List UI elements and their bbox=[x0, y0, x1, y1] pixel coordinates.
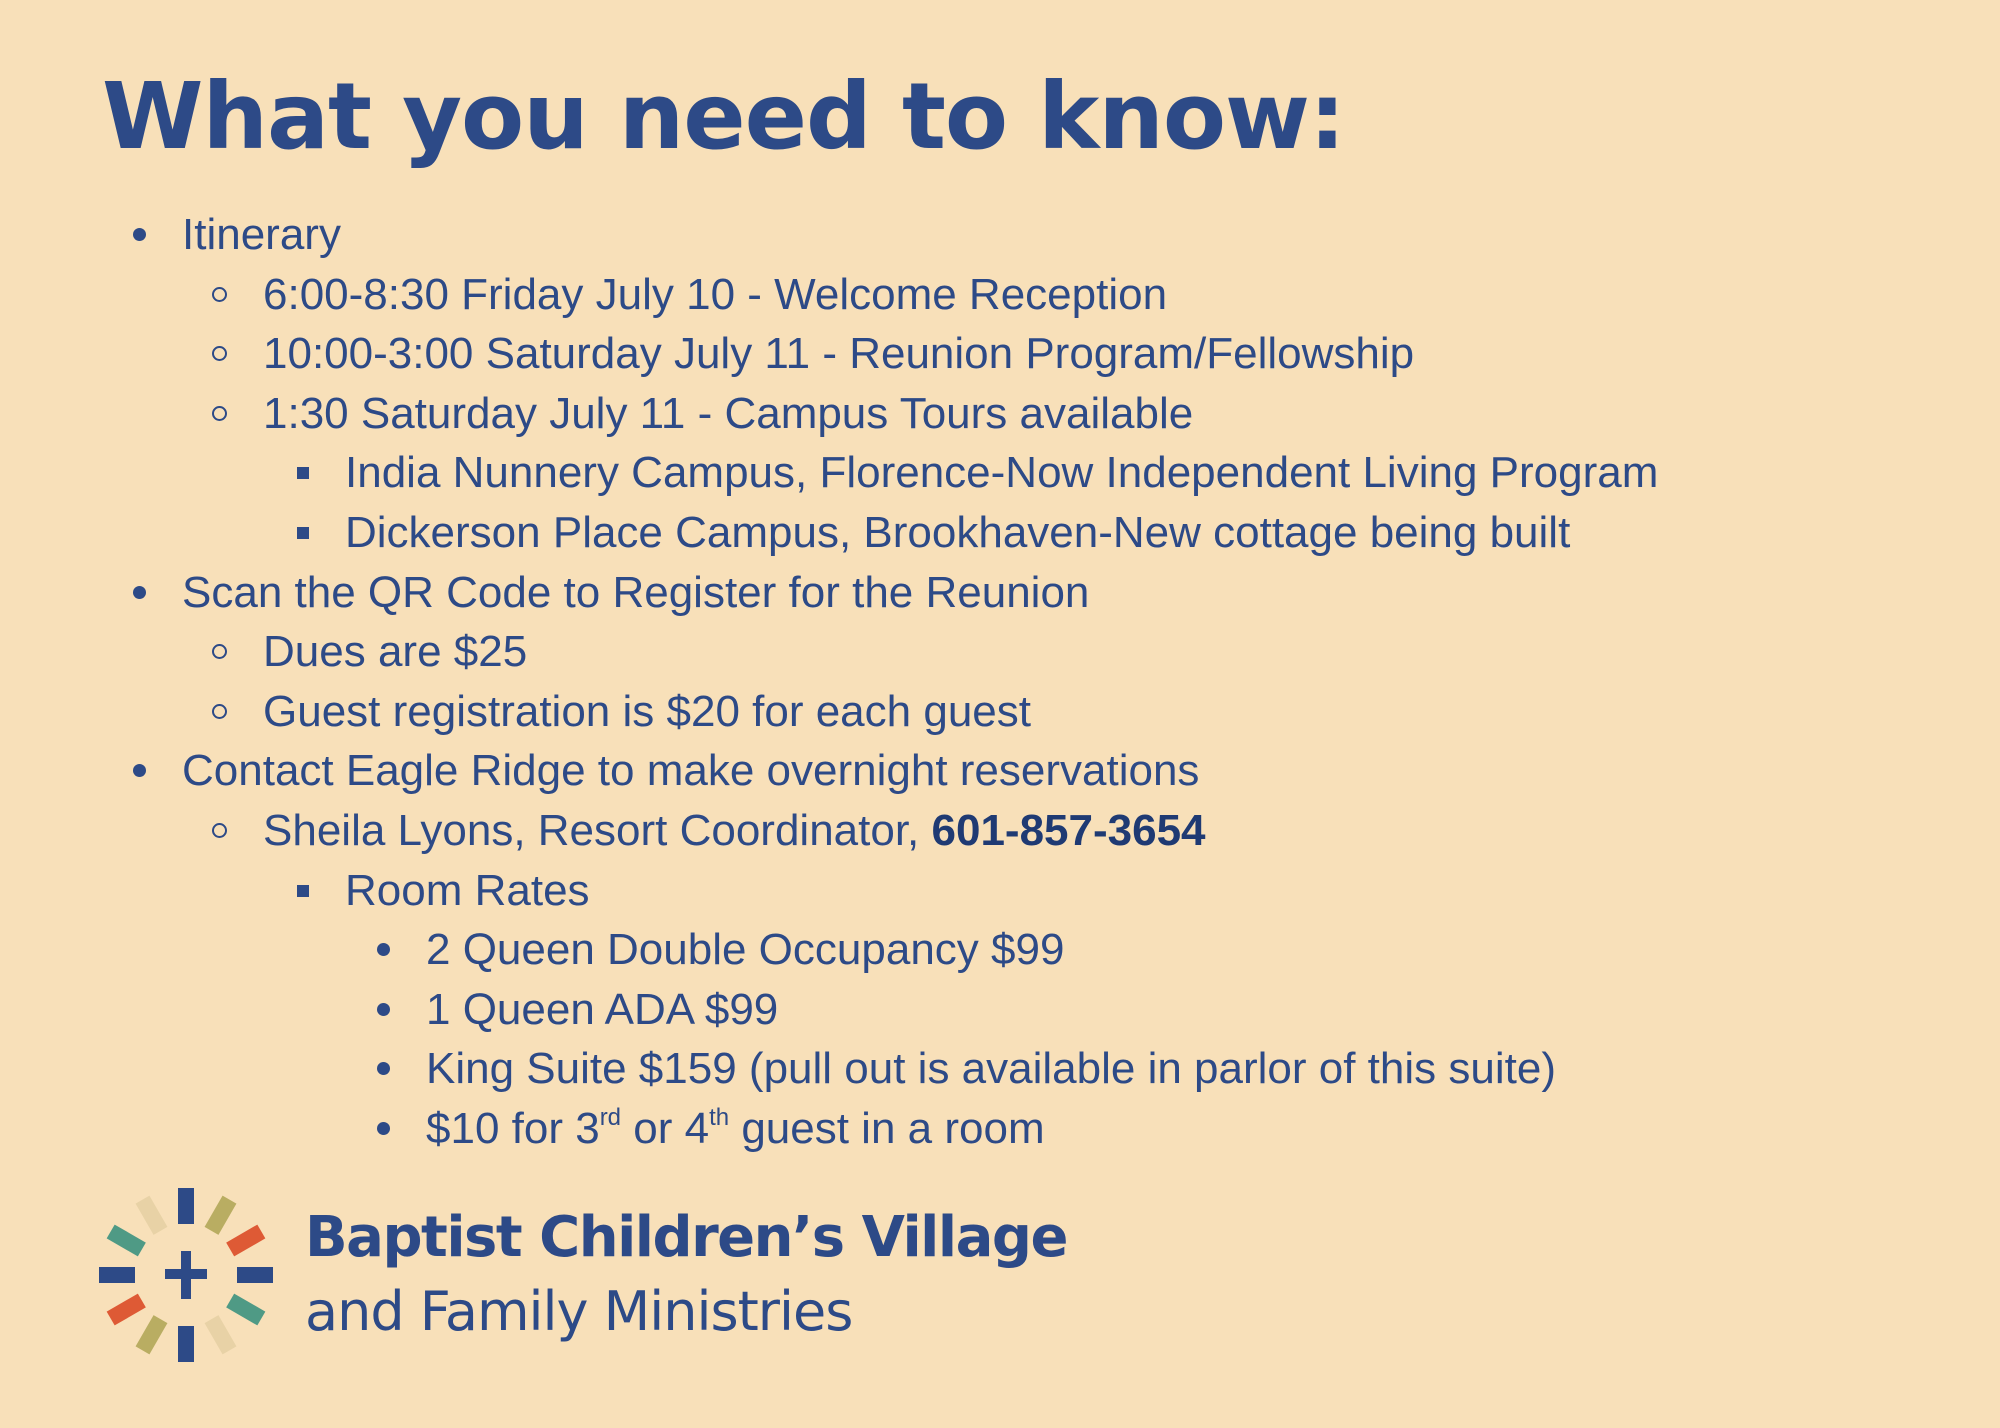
bullet-disc bbox=[133, 764, 146, 777]
list-item bbox=[0, 384, 2000, 444]
bullet-square bbox=[297, 467, 309, 479]
logo-rays bbox=[99, 1188, 273, 1362]
item-text bbox=[426, 1099, 1045, 1159]
logo-ray bbox=[226, 1225, 265, 1257]
logo-ray bbox=[99, 1267, 135, 1283]
list-item bbox=[0, 265, 2000, 325]
bullet-circle bbox=[212, 406, 227, 421]
list-item bbox=[0, 1039, 2000, 1099]
bullet-disc bbox=[377, 1003, 390, 1016]
contact-name: Sheila Lyons, Resort Coordinator, bbox=[263, 805, 932, 855]
bullet-square bbox=[297, 885, 309, 897]
logo-ray bbox=[178, 1188, 194, 1224]
logo-ray bbox=[107, 1294, 146, 1326]
bullet-circle bbox=[212, 287, 227, 302]
item-text: Contact Eagle Ridge to make overnight reservations bbox=[182, 746, 1200, 796]
ordinal-suffix: rd bbox=[599, 1103, 622, 1131]
item-text: 1 Queen ADA $99 bbox=[426, 984, 779, 1034]
item-text: King Suite $159 (pull out is available in parlor of this suite) bbox=[426, 1044, 1556, 1094]
text-part: $10 for 3 bbox=[426, 1103, 600, 1153]
logo-ray bbox=[136, 1196, 168, 1235]
item-text: 1:30 Saturday July 11 - Campus Tours available bbox=[263, 388, 1194, 438]
item-text: Itinerary bbox=[182, 210, 341, 259]
item-text bbox=[263, 801, 1206, 861]
sunburst-cross-logo-icon bbox=[96, 1185, 276, 1365]
bullet-circle bbox=[212, 346, 227, 361]
bullet-disc bbox=[377, 1062, 390, 1075]
list-item bbox=[0, 503, 2000, 563]
bullet-circle bbox=[212, 644, 227, 659]
ordinal-suffix: th bbox=[709, 1103, 730, 1131]
bullet-disc bbox=[133, 228, 146, 241]
logo-ray bbox=[107, 1225, 146, 1257]
bullet-square bbox=[297, 527, 309, 539]
bullet-disc bbox=[377, 1122, 390, 1135]
list-item bbox=[0, 205, 2000, 265]
item-text: India Nunnery Campus, Florence-Now Independent Living Program bbox=[345, 448, 1659, 498]
bullet-disc bbox=[377, 943, 390, 956]
logo-ray bbox=[136, 1315, 168, 1354]
logo-ray bbox=[205, 1196, 237, 1235]
list-item bbox=[0, 801, 2000, 861]
phone-number: 601-857-3654 bbox=[931, 805, 1206, 855]
list-item bbox=[0, 563, 2000, 623]
text-part: guest in a room bbox=[729, 1103, 1045, 1153]
item-text: Room Rates bbox=[345, 865, 590, 915]
list-item bbox=[0, 741, 2000, 801]
logo-ray bbox=[205, 1315, 237, 1354]
brand-tagline: and Family Ministries bbox=[305, 1280, 853, 1343]
list-item bbox=[0, 324, 2000, 384]
bullet-circle bbox=[212, 704, 227, 719]
bullet-disc bbox=[133, 586, 146, 599]
item-text: Dues are $25 bbox=[263, 627, 528, 677]
list-item bbox=[0, 980, 2000, 1040]
item-text: Dickerson Place Campus, Brookhaven-New cottage being built bbox=[345, 507, 1571, 557]
list-item bbox=[0, 1099, 2000, 1159]
item-text: 6:00-8:30 Friday July 10 - Welcome Reception bbox=[263, 269, 1168, 319]
info-list bbox=[0, 205, 2000, 1159]
list-item bbox=[0, 920, 2000, 980]
list-item bbox=[0, 622, 2000, 682]
logo-ray bbox=[178, 1326, 194, 1362]
list-item bbox=[0, 443, 2000, 503]
bullet-circle bbox=[212, 823, 227, 838]
list-item bbox=[0, 682, 2000, 742]
page-title: What you need to know: bbox=[102, 63, 1345, 170]
list-item bbox=[0, 861, 2000, 921]
logo-ray bbox=[237, 1267, 273, 1283]
cross-horizontal bbox=[165, 1269, 207, 1279]
item-text: Guest registration is $20 for each guest bbox=[263, 686, 1031, 736]
brand-name: Baptist Children’s Village bbox=[305, 1205, 1067, 1270]
item-text: Scan the QR Code to Register for the Reunion bbox=[182, 567, 1090, 617]
logo-ray bbox=[226, 1294, 265, 1326]
item-text: 2 Queen Double Occupancy $99 bbox=[426, 925, 1065, 975]
text-part: or 4 bbox=[621, 1103, 710, 1153]
item-text: 10:00-3:00 Saturday July 11 - Reunion Program/Fellowship bbox=[263, 329, 1415, 379]
